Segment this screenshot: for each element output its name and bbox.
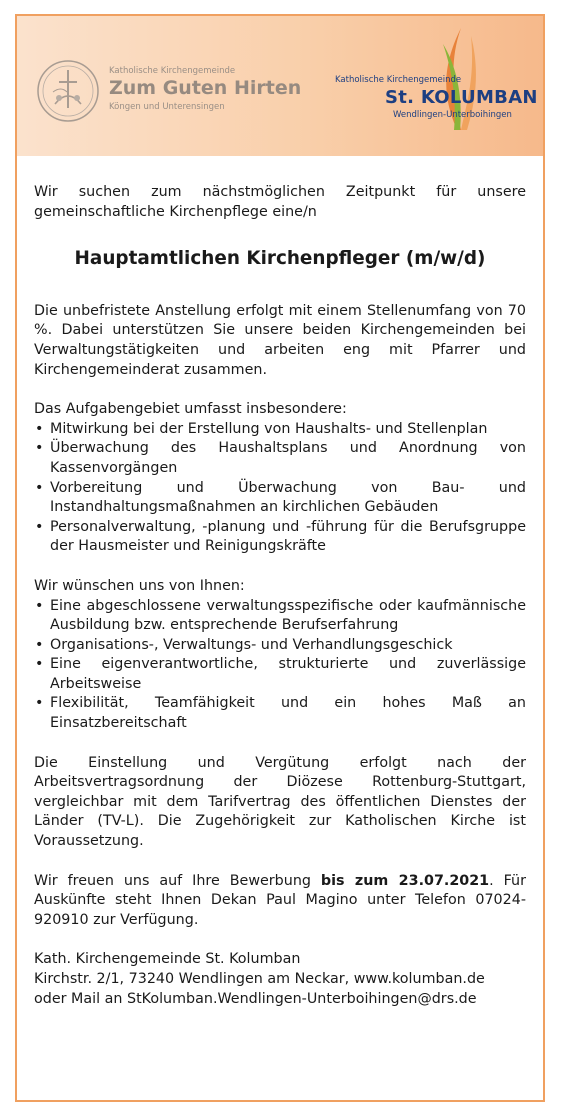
list-item: • Personalverwaltung, -planung und -führung für die Berufsgruppe der Hausmeister und Reinigungskräfte <box>34 518 526 557</box>
tasks-heading: Das Aufgabengebiet umfasst insbesondere: <box>34 401 347 418</box>
wishes-list <box>34 597 526 734</box>
logo-st-kolumban <box>335 22 538 132</box>
contact-org: Kath. Kirchengemeinde St. Kolumban <box>34 951 301 968</box>
wishes-heading: Wir wünschen uns von Ihnen: <box>34 577 245 594</box>
list-item: • Mitwirkung bei der Erstellung von Haushalts- und Stellenplan <box>34 420 526 440</box>
list-item: • Flexibilität, Teamfähigkeit und ein hohes Maß an Einsatzbereitschaft <box>34 694 526 733</box>
ad-frame <box>15 14 545 1102</box>
contact-mail: oder Mail an StKolumban.Wendlingen-Unterboihingen@drs.de <box>34 990 477 1007</box>
logo-right-name: St. KOLUMBAN <box>385 87 538 108</box>
list-item: • Vorbereitung und Überwachung von Bau- und Instandhaltungsmaßnahmen an kirchlichen Gebäuden <box>34 479 526 518</box>
logo-right-sub: Wendlingen-Unterboihingen <box>393 110 512 120</box>
logo-left-sub: Köngen und Unterensingen <box>109 102 225 112</box>
list-item: • Eine eigenverantwortliche, strukturierte und zuverlässige Arbeitsweise <box>34 655 526 694</box>
application-rest: . Für Auskünfte steht Ihnen Dekan Paul Magino unter Telefon 07024-920910 zur Verfügung. <box>34 872 526 928</box>
logo-left-name: Zum Guten Hirten <box>109 77 302 99</box>
list-item: • Organisations-, Verwaltungs- und Verhandlungsgeschick <box>34 636 526 656</box>
tasks-list <box>34 420 526 557</box>
seal-icon <box>35 58 101 124</box>
list-item: • Überwachung des Haushaltsplans und Anordnung von Kassenvorgängen <box>34 439 526 478</box>
header-band <box>17 16 543 156</box>
logo-right-small: Katholische Kirchengemeinde <box>335 75 462 85</box>
job-title: Hauptamtlichen Kirchenpfleger (m/w/d) <box>74 248 486 270</box>
application-deadline: bis zum 23.07.2021 <box>320 872 490 889</box>
list-item: • Eine abgeschlossene verwaltungsspezifische oder kaufmännische Ausbildung bzw. entsprechende Berufserfahrung <box>34 597 526 636</box>
intro-text: Wir suchen zum nächstmöglichen Zeitpunkt für unsere gemeinschaftliche Kirchenpflege eine/n <box>34 184 526 220</box>
logo-zum-guten-hirten <box>35 58 305 124</box>
employment-paragraph: Die unbefristete Anstellung erfolgt mit einem Stellenumfang von 70 %. Dabei unterstützen Sie unsere beiden Kirchengemeinden bei Verwaltungstätigkeiten und arbeiten eng mit Pfarrer und Kirchengemeinderat zusammen. <box>34 302 526 378</box>
contract-paragraph: Die Einstellung und Vergütung erfolgt nach der Arbeitsvertragsordnung der Diözese Rottenburg-Stuttgart, vergleichbar mit dem Tarifvertrag des öffentlichen Dienstes der Länder (TV-L). Die Zugehörigkeit zur Katholischen Kirche ist Voraussetzung. <box>34 754 526 850</box>
ad-content <box>34 183 526 1009</box>
logo-left-small: Katholische Kirchengemeinde <box>109 66 236 76</box>
application-lead: Wir freuen uns auf Ihre Bewerbung <box>34 872 321 889</box>
contact-address: Kirchstr. 2/1, 73240 Wendlingen am Neckar, www.kolumban.de <box>34 971 485 987</box>
application-paragraph <box>34 872 526 931</box>
